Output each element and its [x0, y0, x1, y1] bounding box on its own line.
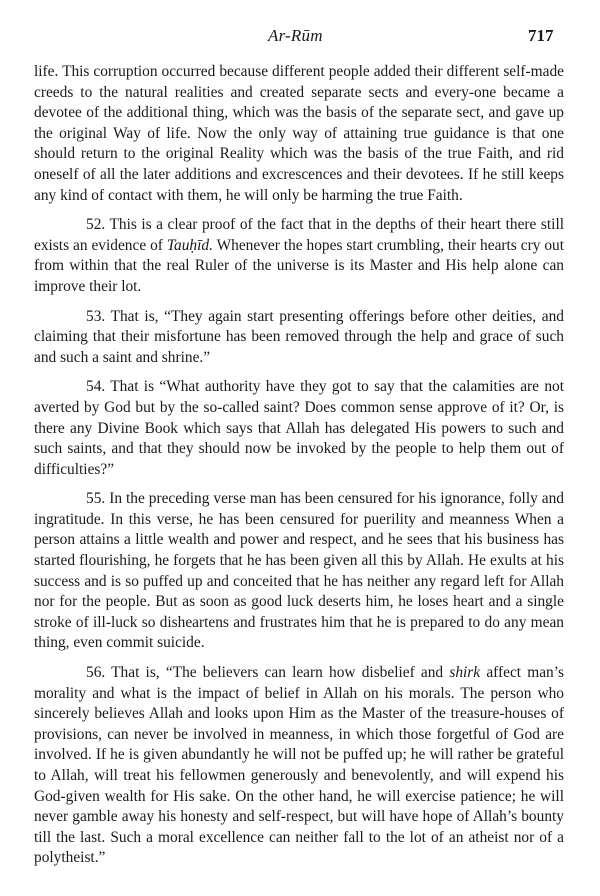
body-text — [34, 62, 564, 869]
note-52-term: Tauḥīd. — [166, 236, 213, 254]
note-56-term: shirk — [449, 664, 481, 682]
running-header — [0, 26, 600, 50]
note-52 — [34, 215, 564, 297]
note-52-text-b: Whenever the hopes start crumbling, their hearts cry out from within that the real Ruler of the universe is its Master and His help alone can improve their lot. — [34, 236, 565, 295]
note-54: 54. That is “What authority have they got to say that the calamities are not averted by God but by the so-called saint? Does common sense approve of it? Or, is there any Divine Book which says that Allah has delegated His powers to such and such saints, and that they should now be invoked by the people to help them out of difficulties?” — [34, 378, 564, 478]
note-52-text-a: 52. This is a clear proof of the fact that in the depths of their heart there still exists an evidence of — [34, 216, 564, 254]
note-53: 53. That is, “They again start presenting offerings before other deities, and claiming that their misfortune has been removed through the help and grace of such and such a saint and shrine.” — [34, 307, 564, 366]
paragraph-continuation: life. This corruption occurred because different people added their different self-made creeds to the natural realities and created separate sects and every-one became a devotee of the additional thing, which was the basis of the separate sect, and gave up the original Way of life. Now the only way of attaining true guidance is that one should return to the original Reality which was the basis of the true Faith, and rid oneself of all the later additions and excrescences and their devotees. If he still keeps any kind of contact with them, he will only be harming the true Faith. — [34, 63, 564, 204]
note-56-text-b: affect man’s morality and what is the impact of belief in Allah on his morals. The person who sincerely believes Allah and looks upon Him as the Master of the treasure-houses of provisions, can never be involved in meanness, in which those forgetful of God are involved. If he is given abundantly he will not be puffed up; he will rather be grateful to Allah, will treat his fellowmen generously and benevolently, and will expend his God-given wealth for His sake. On the other hand, he will exercise patience; he will never gamble away his honesty and self-respect, but will have hope of Allah’s bounty till the last. Such a moral excellence can neither fall to the lot of an atheist nor of a polytheist.” — [34, 664, 565, 867]
page-number: 717 — [528, 26, 554, 45]
note-56 — [34, 663, 564, 869]
note-56-text-a: 56. That is, “The believers can learn how disbelief and — [86, 664, 450, 682]
note-55: 55. In the preceding verse man has been censured for his ignorance, folly and ingratitude. In this verse, he has been censured for puerility and meanness When a person attains a little wealth and power and respect, and he sees that his business has started flourishing, he forgets that he has been given all this by Allah. He exults at his success and is so puffed up and conceited that he has neither any regard left for Allah nor for the people. But as soon as good luck deserts him, he loses heart and a single stroke of ill-luck so disheartens and frustrates him that he is prepared to do any mean thing, even commit suicide. — [34, 490, 564, 652]
running-title: Ar-Rūm — [268, 26, 323, 45]
